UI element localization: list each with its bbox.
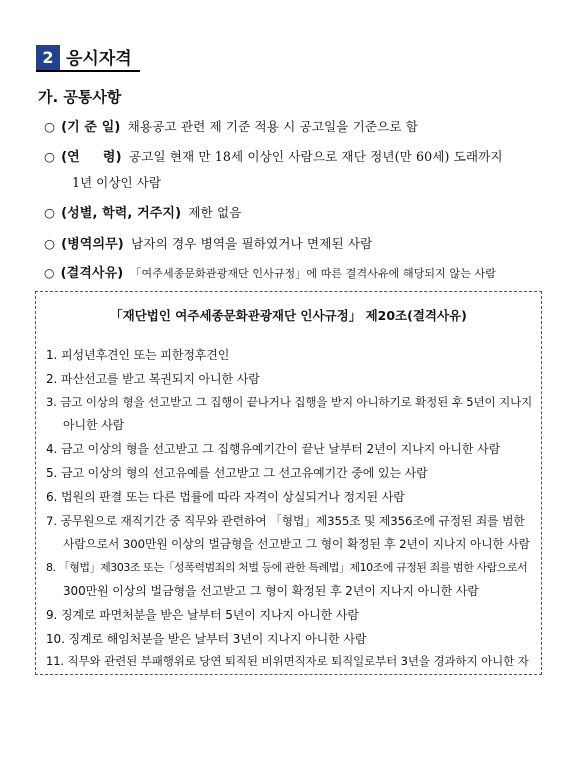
subsection-title: 가. 공통사항: [38, 88, 122, 106]
bullet-circle-icon: ○: [44, 119, 56, 134]
item-gender-education-residence: [44, 202, 242, 221]
regulation-line: 7. 공무원으로 재직기간 중 직무와 관련하여 「형법」제355조 및 제356조에 규정된 죄를 범한: [46, 514, 525, 528]
bullet-circle-icon: ○: [44, 149, 56, 164]
section-number-badge: 2: [36, 45, 60, 70]
section-title: 응시자격: [66, 49, 132, 69]
item-text: 남자의 경우 병역을 필하였거나 면제된 사람: [131, 236, 373, 251]
item-label: (연 령): [61, 150, 122, 165]
item-age: [44, 146, 503, 165]
item-text: 제한 없음: [188, 205, 242, 220]
regulation-line: 2. 파산선고를 받고 복권되지 아니한 사람: [46, 372, 260, 386]
item-disqualification: [44, 262, 496, 281]
regulation-line: 5. 금고 이상의 형의 선고유예를 선고받고 그 선고유예기간 중에 있는 사람: [46, 466, 428, 480]
regulation-line: 9. 징계로 파면처분을 받은 날부터 5년이 지나지 아니한 사람: [46, 608, 359, 622]
item-text-continuation: 1년 이상인 사람: [72, 175, 162, 190]
section-underline: [36, 70, 140, 72]
regulation-line: 11. 직무와 관련된 부패행위로 당연 퇴직된 비위면직자로 퇴직일로부터 3년을 경과하지 아니한 자: [46, 654, 529, 668]
regulation-line: 1. 피성년후견인 또는 피한정후견인: [46, 348, 230, 362]
item-label: (병역의무): [61, 237, 124, 252]
regulation-line-continuation: 아니한 사람: [63, 418, 125, 432]
regulation-box: [35, 291, 542, 675]
item-text: 「여주세종문화관광재단 인사규정」에 따른 결격사유에 해당되지 않는 사람: [130, 267, 496, 280]
item-label: (결격사유): [60, 266, 124, 281]
regulation-line-continuation: 300만원 이상의 벌금형을 선고받고 그 형이 확정된 후 2년이 지나지 아니한 사람: [63, 584, 479, 598]
regulation-line: 10. 징계로 해임처분을 받은 날부터 3년이 지나지 아니한 사람: [46, 632, 367, 646]
bullet-circle-icon: ○: [44, 266, 55, 280]
section-heading: [36, 44, 132, 70]
regulation-title: 「재단법인 여주세종문화관광재단 인사규정」 제20조(결격사유): [110, 308, 467, 323]
item-label: (성별, 학력, 거주지): [61, 206, 182, 221]
regulation-line: 4. 금고 이상의 형을 선고받고 그 집행유예기간이 끝난 날부터 2년이 지나지 아니한 사람: [46, 442, 501, 456]
regulation-line: 6. 법원의 판결 또는 다른 법률에 따라 자격이 상실되거나 정지된 사람: [46, 490, 405, 504]
regulation-line-continuation: 사람으로서 300만원 이상의 벌금형을 선고받고 그 형이 확정된 후 2년이 지나지 아니한 사람: [63, 537, 530, 551]
item-label: (기 준 일): [61, 120, 121, 135]
item-reference-date: [44, 116, 418, 135]
regulation-line: 3. 금고 이상의 형을 선고받고 그 집행이 끝나거나 집행을 받지 아니하기로 확정된 후 5년이 지나지: [46, 395, 533, 409]
item-text: 채용공고 관련 제 기준 적용 시 공고일을 기준으로 함: [127, 119, 419, 134]
bullet-circle-icon: ○: [44, 236, 56, 251]
regulation-line: 8. 「형법」제303조 또는「성폭력범죄의 처벌 등에 관한 특례법」제10조에 규정된 죄를 범한 사람으로서: [46, 561, 528, 574]
bullet-circle-icon: ○: [44, 205, 56, 220]
item-text: 공고일 현재 만 18세 이상인 사람으로 재단 정년(만 60세) 도래까지: [128, 149, 503, 164]
item-military-service: [44, 233, 372, 252]
